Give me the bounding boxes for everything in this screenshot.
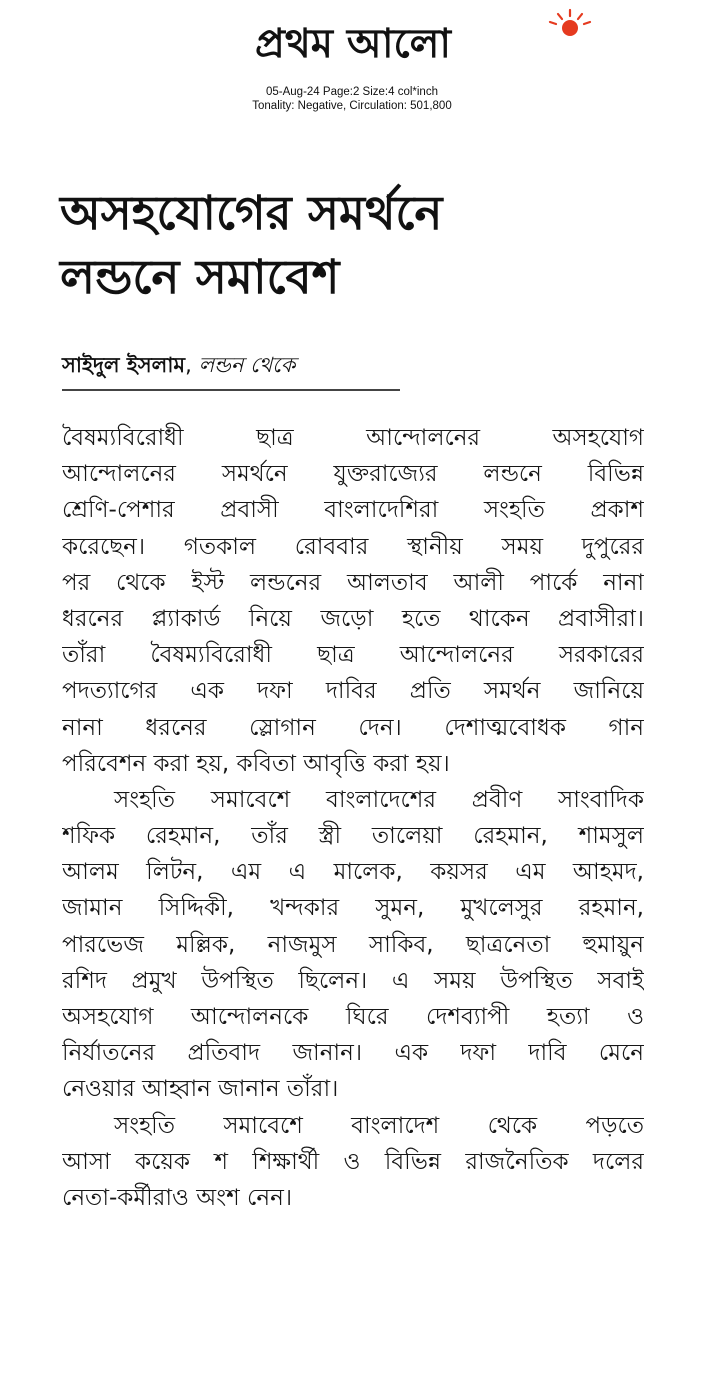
logo-text: প্রথম আলো [254, 21, 452, 67]
text-line: পারভেজ মল্লিক, নাজমুস সাকিব, ছাত্রনেতা হুমায়ুন [62, 931, 644, 958]
byline-location: লন্ডন থেকে [198, 353, 296, 377]
text-line: নির্যাতনের প্রতিবাদ জানান। এক দফা দাবি মেনে [62, 1040, 644, 1067]
text-line: শফিক রেহমান, তাঁর স্ত্রী তালেয়া রেহমান, শামসুল [62, 823, 644, 850]
text-line: আসা কয়েক শ শিক্ষার্থী ও বিভিন্ন রাজনৈতিক দলের [62, 1148, 644, 1175]
text-line: নেতা-কর্মীরাও অংশ নেন। [62, 1184, 293, 1211]
newspaper-logo [218, 6, 488, 72]
text-line: তাঁরা বৈষম্যবিরোধী ছাত্র আন্দোলনের সরকারের [62, 642, 644, 669]
text-line: আলম লিটন, এম এ মালেক, কয়সর এম আহমদ, [62, 859, 644, 886]
text-line: সংহতি সমাবেশে বাংলাদেশ থেকে পড়তে [114, 1112, 644, 1139]
clip-meta: Tonality: Negative, Circulation: 501,800 [252, 100, 452, 112]
text-line: পদত্যাগের এক দফা দাবির প্রতি সমর্থন জানিয়ে [62, 678, 644, 705]
masthead [0, 6, 704, 112]
text-line: বৈষম্যবিরোধী ছাত্র আন্দোলনের অসহযোগ [62, 425, 644, 451]
byline-divider [62, 389, 400, 391]
byline-separator: , [185, 353, 199, 377]
text-line: করেছেন। গতকাল রোববার স্থানীয় সময় দুপুরের [62, 533, 644, 560]
sun-icon [545, 8, 595, 36]
paragraph [62, 782, 644, 1108]
article-body [62, 420, 644, 1216]
text-line: পরিবেশন করা হয়, কবিতা আবৃত্তি করা হয়। [62, 750, 450, 777]
text-line: শ্রেণি-পেশার প্রবাসী বাংলাদেশিরা সংহতি প্রকাশ [62, 497, 644, 524]
headline-line: লন্ডনে সমাবেশ [60, 250, 340, 305]
paragraph [62, 420, 644, 782]
headline [60, 182, 660, 310]
text-line: সংহতি সমাবেশে বাংলাদেশের প্রবীণ সাংবাদিক [114, 786, 644, 813]
text-line: অসহযোগ আন্দোলনকে ঘিরে দেশব্যাপী হত্যা ও [62, 1004, 644, 1030]
clip-info: 05-Aug-24 Page:2 Size:4 col*inch [266, 86, 438, 98]
text-line: আন্দোলনের সমর্থনে যুক্তরাজ্যের লন্ডনে বিভিন্ন [62, 461, 644, 488]
byline-author: সাইদুল ইসলাম [62, 353, 186, 377]
byline [62, 350, 295, 380]
text-line: পর থেকে ইস্ট লন্ডনের আলতাব আলী পার্কে নানা [62, 569, 644, 596]
headline-line: অসহযোগের সমর্থনে [60, 186, 443, 241]
text-line: ধরনের প্ল্যাকার্ড নিয়ে জড়ো হতে থাকেন প্রবাসীরা। [62, 605, 644, 632]
text-line: নানা ধরনের স্লোগান দেন। দেশাত্মবোধক গান [62, 714, 644, 741]
text-line: রশিদ প্রমুখ উপস্থিত ছিলেন। এ সময় উপস্থিত সবাই [62, 967, 644, 994]
paragraph [62, 1108, 644, 1217]
text-line: নেওয়ার আহ্বান জানান তাঁরা। [62, 1076, 339, 1103]
text-line: জামান সিদ্দিকী, খন্দকার সুমন, মুখলেসুর রহমান, [62, 895, 644, 922]
